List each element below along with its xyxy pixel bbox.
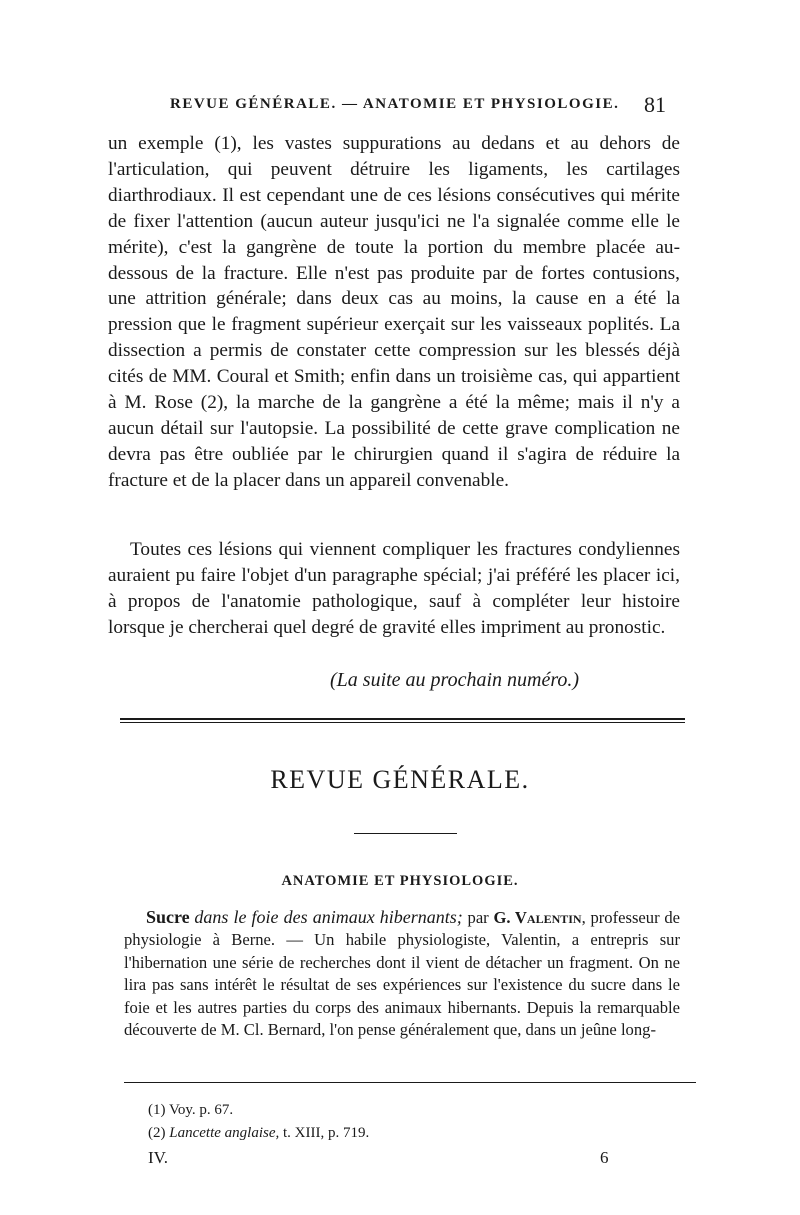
section-title: REVUE GÉNÉRALE. [270, 765, 530, 794]
article-text: , professeur de physiologie à Berne. — Un habile physiologiste, Valentin, a entrepris sur l'hibernation une série de recherches dont il vient de détacher un fragment. On ne lira pas sans intérêt le résultat de ses expériences sur l'existence du sucre dans le foie et les autres parties du corps des animaux hibernants. Depuis la remarquable découverte de M. Cl. Bernard, l'on pense généralement que, dans un jeûne long- [124, 908, 680, 1040]
title-rule [354, 833, 457, 834]
body-paragraph-2 [108, 537, 680, 641]
footnote-rule [124, 1082, 696, 1083]
page-number: 81 [644, 92, 666, 117]
article-lead: Sucre [146, 907, 190, 927]
body-paragraph-1 [108, 131, 680, 494]
paragraph-text: Toutes ces lésions qui viennent compliquer les fractures condyliennes auraient pu faire l'objet d'un paragraphe spécial; j'ai préféré les placer ici, à propos de l'anatomie pathologique, sauf à compléter leur histoire lorsque je chercherai quel degré de gravité elles impriment au pronostic. [108, 539, 680, 638]
continued-note: (La suite au prochain numéro.) [330, 669, 580, 691]
sheet-number: 6 [600, 1148, 609, 1167]
footnote-1: (1) Voy. p. 67. [148, 1102, 234, 1118]
footnotes [148, 1099, 369, 1145]
signature-mark: IV. [148, 1148, 168, 1167]
running-head: REVUE GÉNÉRALE. — ANATOMIE ET PHYSIOLOGIE. [170, 96, 620, 112]
footnote-2-title: Lancette anglaise, [169, 1125, 280, 1141]
article-title: dans le foie des animaux hibernants; [194, 907, 463, 927]
section-divider [120, 718, 685, 723]
article-by: par [467, 908, 489, 927]
article-paragraph [124, 906, 680, 1041]
footnote-2-number: (2) [148, 1125, 166, 1141]
paragraph-text: un exemple (1), les vastes suppurations au dedans et au dehors de l'articulation, qui peuvent détruire les ligaments, les cartilages diarthrodiaux. Il est cependant une de ces lésions consécutives qui mérite de fixer l'attention (aucun auteur jusqu'ici ne l'a signalée comme elle le mérite), c'est la gangrène de toute la portion du membre placée au-dessous de la fracture. Elle n'est pas produite par de fortes contusions, une attrition générale; dans deux cas au moins, la cause en a été la pression que le fragment supérieur exerçait sur les vaisseaux poplités. La dissection a permis de constater cette compression sur les blessés déjà cités de MM. Coural et Smith; enfin dans un troisième cas, qui appartient à M. Rose (2), la marche de la gangrène a été la même; mais il n'y a aucun détail sur l'autopsie. La possibilité de cette grave complication ne devra pas être oubliée par le chirurgien quand il s'agira de réduire la fracture et de la placer dans un appareil convenable. [108, 133, 680, 491]
subsection-title: ANATOMIE ET PHYSIOLOGIE. [281, 873, 519, 889]
article-author: G. Valentin [493, 908, 582, 927]
footnote-2-ref: t. XIII, p. 719. [282, 1125, 370, 1141]
footnote-2 [148, 1122, 369, 1145]
